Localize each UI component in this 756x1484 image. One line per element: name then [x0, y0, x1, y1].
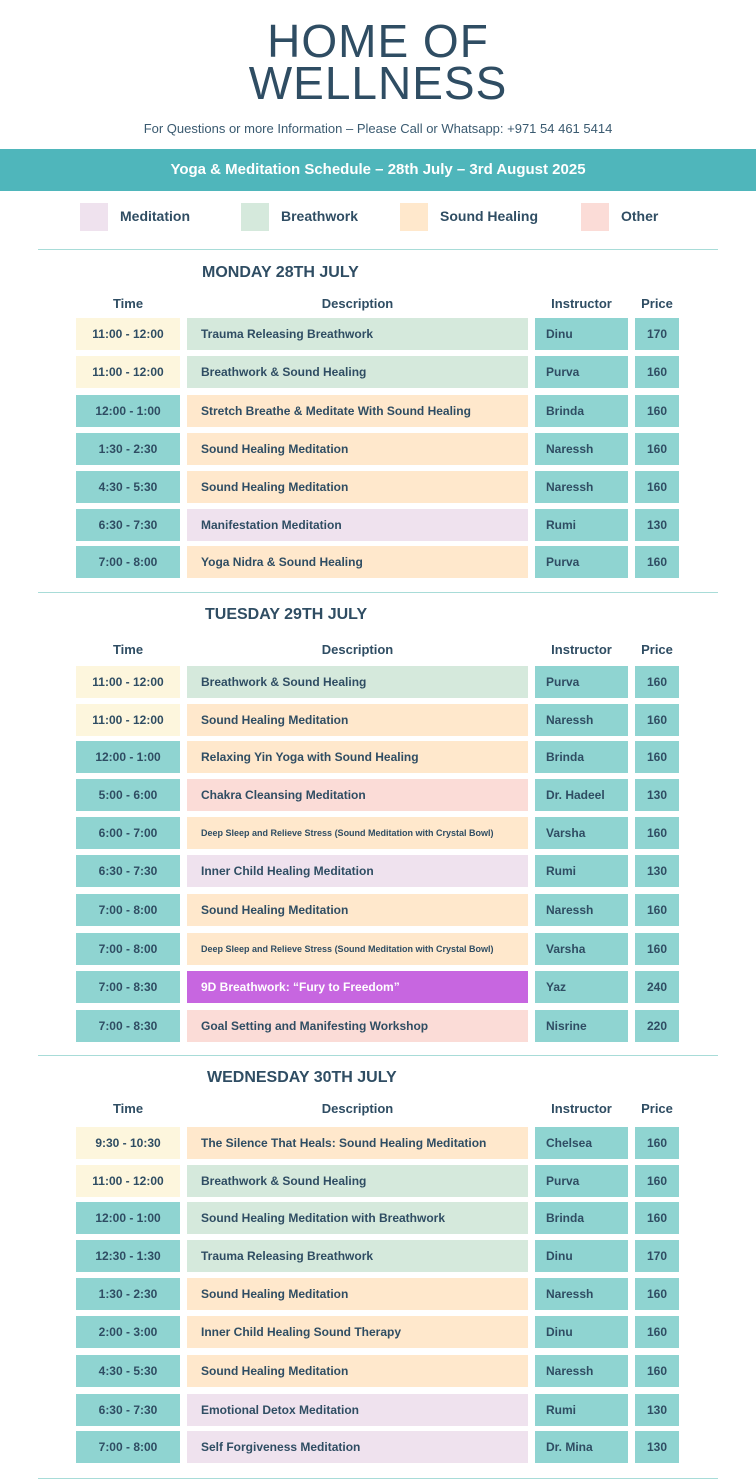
session-description: Inner Child Healing Meditation — [187, 855, 528, 887]
session-instructor: Naressh — [535, 1355, 628, 1387]
column-header-description: Description — [321, 296, 394, 311]
session-price: 160 — [635, 546, 679, 578]
session-time: 12:00 - 1:00 — [76, 1202, 180, 1234]
session-instructor: Purva — [535, 356, 628, 388]
session-price: 240 — [635, 971, 679, 1003]
column-header-time: Time — [112, 1101, 144, 1116]
column-header-description: Description — [321, 642, 394, 657]
session-time: 12:00 - 1:00 — [76, 395, 180, 427]
session-instructor: Naressh — [535, 433, 628, 465]
session-instructor: Naressh — [535, 704, 628, 736]
session-description: Yoga Nidra & Sound Healing — [187, 546, 528, 578]
legend-label: Sound Healing — [440, 208, 538, 224]
session-description: Emotional Detox Meditation — [187, 1394, 528, 1426]
schedule-banner: Yoga & Meditation Schedule – 28th July – 3rd August 2025 — [0, 149, 756, 191]
session-time: 11:00 - 12:00 — [76, 318, 180, 350]
session-description: Inner Child Healing Sound Therapy — [187, 1316, 528, 1348]
column-header-description: Description — [321, 1101, 394, 1116]
section-divider — [38, 592, 718, 593]
session-price: 160 — [635, 1165, 679, 1197]
session-price: 160 — [635, 471, 679, 503]
session-description: Breathwork & Sound Healing — [187, 356, 528, 388]
logo-line-2: WELLNESS — [248, 57, 508, 109]
session-price: 130 — [635, 1431, 679, 1463]
column-header-price: Price — [641, 1101, 673, 1116]
session-time: 7:00 - 8:00 — [76, 894, 180, 926]
session-time: 7:00 - 8:30 — [76, 1010, 180, 1042]
session-price: 160 — [635, 894, 679, 926]
session-price: 160 — [635, 666, 679, 698]
session-time: 6:30 - 7:30 — [76, 509, 180, 541]
session-description: Sound Healing Meditation — [187, 1355, 528, 1387]
session-price: 160 — [635, 1316, 679, 1348]
session-instructor: Nisrine — [535, 1010, 628, 1042]
session-description: Sound Healing Meditation — [187, 1278, 528, 1310]
session-price: 160 — [635, 741, 679, 773]
session-time: 7:00 - 8:00 — [76, 933, 180, 965]
session-price: 170 — [635, 318, 679, 350]
session-description: Sound Healing Meditation — [187, 704, 528, 736]
column-header-instructor: Instructor — [551, 296, 612, 311]
session-price: 160 — [635, 433, 679, 465]
session-time: 1:30 - 2:30 — [76, 433, 180, 465]
column-header-time: Time — [112, 296, 144, 311]
day-title: MONDAY 28TH JULY — [202, 264, 359, 281]
contact-info: For Questions or more Information – Please Call or Whatsapp: +971 54 461 5414 — [143, 121, 613, 136]
session-description: Goal Setting and Manifesting Workshop — [187, 1010, 528, 1042]
session-instructor: Varsha — [535, 933, 628, 965]
session-time: 6:30 - 7:30 — [76, 1394, 180, 1426]
session-instructor: Chelsea — [535, 1127, 628, 1159]
session-description: Deep Sleep and Relieve Stress (Sound Meditation with Crystal Bowl) — [187, 817, 528, 849]
session-time: 11:00 - 12:00 — [76, 704, 180, 736]
session-description: 9D Breathwork: “Fury to Freedom” — [187, 971, 528, 1003]
session-description: Breathwork & Sound Healing — [187, 666, 528, 698]
session-price: 160 — [635, 933, 679, 965]
column-header-instructor: Instructor — [551, 1101, 612, 1116]
session-price: 130 — [635, 509, 679, 541]
session-instructor: Brinda — [535, 1202, 628, 1234]
session-time: 7:00 - 8:00 — [76, 546, 180, 578]
session-time: 4:30 - 5:30 — [76, 471, 180, 503]
session-price: 170 — [635, 1240, 679, 1272]
legend-label: Meditation — [120, 208, 190, 224]
session-instructor: Dr. Mina — [535, 1431, 628, 1463]
session-price: 160 — [635, 356, 679, 388]
session-description: Sound Healing Meditation — [187, 433, 528, 465]
session-instructor: Rumi — [535, 855, 628, 887]
session-description: Chakra Cleansing Meditation — [187, 779, 528, 811]
session-instructor: Yaz — [535, 971, 628, 1003]
column-header-price: Price — [641, 642, 673, 657]
session-instructor: Brinda — [535, 741, 628, 773]
session-description: Trauma Releasing Breathwork — [187, 1240, 528, 1272]
session-time: 11:00 - 12:00 — [76, 666, 180, 698]
session-description: Sound Healing Meditation with Breathwork — [187, 1202, 528, 1234]
session-instructor: Varsha — [535, 817, 628, 849]
session-price: 220 — [635, 1010, 679, 1042]
session-description: Deep Sleep and Relieve Stress (Sound Meditation with Crystal Bowl) — [187, 933, 528, 965]
session-description: Relaxing Yin Yoga with Sound Healing — [187, 741, 528, 773]
session-description: Manifestation Meditation — [187, 509, 528, 541]
session-instructor: Dr. Hadeel — [535, 779, 628, 811]
session-price: 160 — [635, 817, 679, 849]
session-time: 9:30 - 10:30 — [76, 1127, 180, 1159]
logo-line-1: HOME OF — [267, 15, 489, 67]
session-instructor: Naressh — [535, 471, 628, 503]
session-instructor: Dinu — [535, 1316, 628, 1348]
session-price: 130 — [635, 855, 679, 887]
section-divider — [38, 249, 718, 250]
session-time: 1:30 - 2:30 — [76, 1278, 180, 1310]
legend-label: Breathwork — [281, 208, 359, 224]
section-divider — [38, 1478, 718, 1479]
legend-label: Other — [621, 208, 659, 224]
session-price: 130 — [635, 779, 679, 811]
session-time: 6:30 - 7:30 — [76, 855, 180, 887]
session-time: 11:00 - 12:00 — [76, 356, 180, 388]
session-price: 160 — [635, 1278, 679, 1310]
session-price: 160 — [635, 704, 679, 736]
session-instructor: Purva — [535, 1165, 628, 1197]
column-header-price: Price — [641, 296, 673, 311]
session-description: Sound Healing Meditation — [187, 894, 528, 926]
session-description: The Silence That Heals: Sound Healing Meditation — [187, 1127, 528, 1159]
session-time: 7:00 - 8:00 — [76, 1431, 180, 1463]
session-time: 2:00 - 3:00 — [76, 1316, 180, 1348]
session-instructor: Rumi — [535, 1394, 628, 1426]
legend-swatch — [400, 203, 428, 231]
session-instructor: Rumi — [535, 509, 628, 541]
day-title: WEDNESDAY 30TH JULY — [207, 1069, 397, 1086]
legend-swatch — [241, 203, 269, 231]
session-description: Self Forgiveness Meditation — [187, 1431, 528, 1463]
session-time: 5:00 - 6:00 — [76, 779, 180, 811]
session-time: 7:00 - 8:30 — [76, 971, 180, 1003]
session-instructor: Brinda — [535, 395, 628, 427]
session-description: Breathwork & Sound Healing — [187, 1165, 528, 1197]
legend-swatch — [581, 203, 609, 231]
column-header-time: Time — [112, 642, 144, 657]
session-instructor: Naressh — [535, 1278, 628, 1310]
session-time: 11:00 - 12:00 — [76, 1165, 180, 1197]
session-time: 4:30 - 5:30 — [76, 1355, 180, 1387]
day-title: TUESDAY 29TH JULY — [205, 606, 368, 623]
session-time: 12:00 - 1:00 — [76, 741, 180, 773]
session-description: Trauma Releasing Breathwork — [187, 318, 528, 350]
session-instructor: Dinu — [535, 318, 628, 350]
session-price: 160 — [635, 1127, 679, 1159]
session-instructor: Naressh — [535, 894, 628, 926]
session-price: 160 — [635, 395, 679, 427]
session-price: 160 — [635, 1355, 679, 1387]
session-instructor: Purva — [535, 546, 628, 578]
session-price: 130 — [635, 1394, 679, 1426]
column-header-instructor: Instructor — [551, 642, 612, 657]
session-instructor: Dinu — [535, 1240, 628, 1272]
session-price: 160 — [635, 1202, 679, 1234]
section-divider — [38, 1055, 718, 1056]
session-time: 6:00 - 7:00 — [76, 817, 180, 849]
session-description: Sound Healing Meditation — [187, 471, 528, 503]
session-time: 12:30 - 1:30 — [76, 1240, 180, 1272]
session-description: Stretch Breathe & Meditate With Sound Healing — [187, 395, 528, 427]
legend-swatch — [80, 203, 108, 231]
session-instructor: Purva — [535, 666, 628, 698]
